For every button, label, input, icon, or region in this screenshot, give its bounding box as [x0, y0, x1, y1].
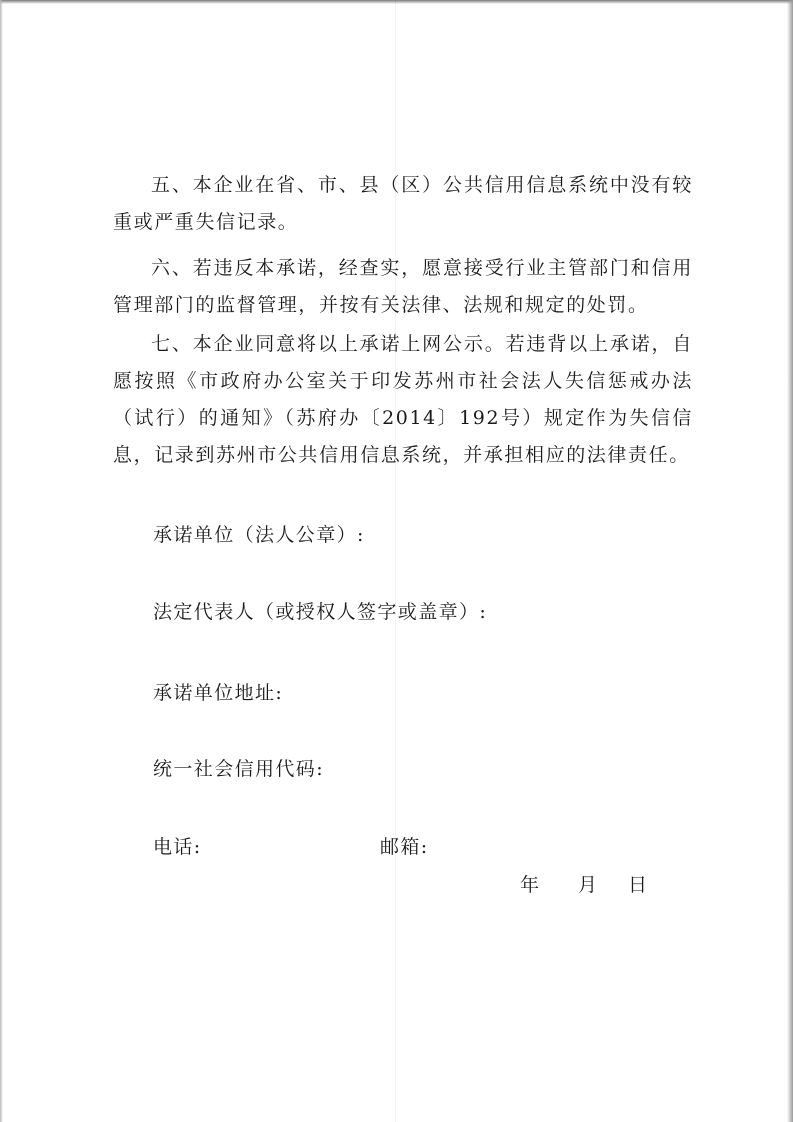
date-year-label: 年: [520, 874, 540, 896]
paragraph-5: 五、本企业在省、市、县（区）公共信用信息系统中没有较重或严重失信记录。: [113, 174, 693, 233]
scan-edge-right: [787, 0, 793, 1122]
scan-edge-left: [0, 0, 3, 1122]
unit-address-label: 承诺单位地址:: [153, 682, 284, 704]
paragraph-7: 七、本企业同意将以上承诺上网公示。若违背以上承诺，自愿按照《市政府办公室关于印发苏州市社会法人失信惩戒办法（试行）的通知》（苏府办〔2014〕192号）规定作为失信信息，记录到苏州市公共信用信息系统，并承担相应的法律责任。: [113, 333, 693, 466]
commitment-unit-label: 承诺单位（法人公章）:: [153, 524, 365, 546]
scan-edge-top: [0, 0, 793, 4]
email-label: 邮箱:: [380, 836, 429, 858]
phone-label: 电话:: [153, 836, 202, 858]
date-line: [520, 872, 647, 898]
date-month-label: 月: [578, 874, 598, 896]
date-day-label: 日: [628, 874, 648, 896]
credit-code-label: 统一社会信用代码:: [153, 758, 325, 780]
paragraph-6: 六、若违反本承诺，经查实，愿意接受行业主管部门和信用管理部门的监督管理，并按有关法律、法规和规定的处罚。: [113, 257, 693, 316]
legal-representative-label: 法定代表人（或授权人签字或盖章）:: [153, 601, 488, 623]
